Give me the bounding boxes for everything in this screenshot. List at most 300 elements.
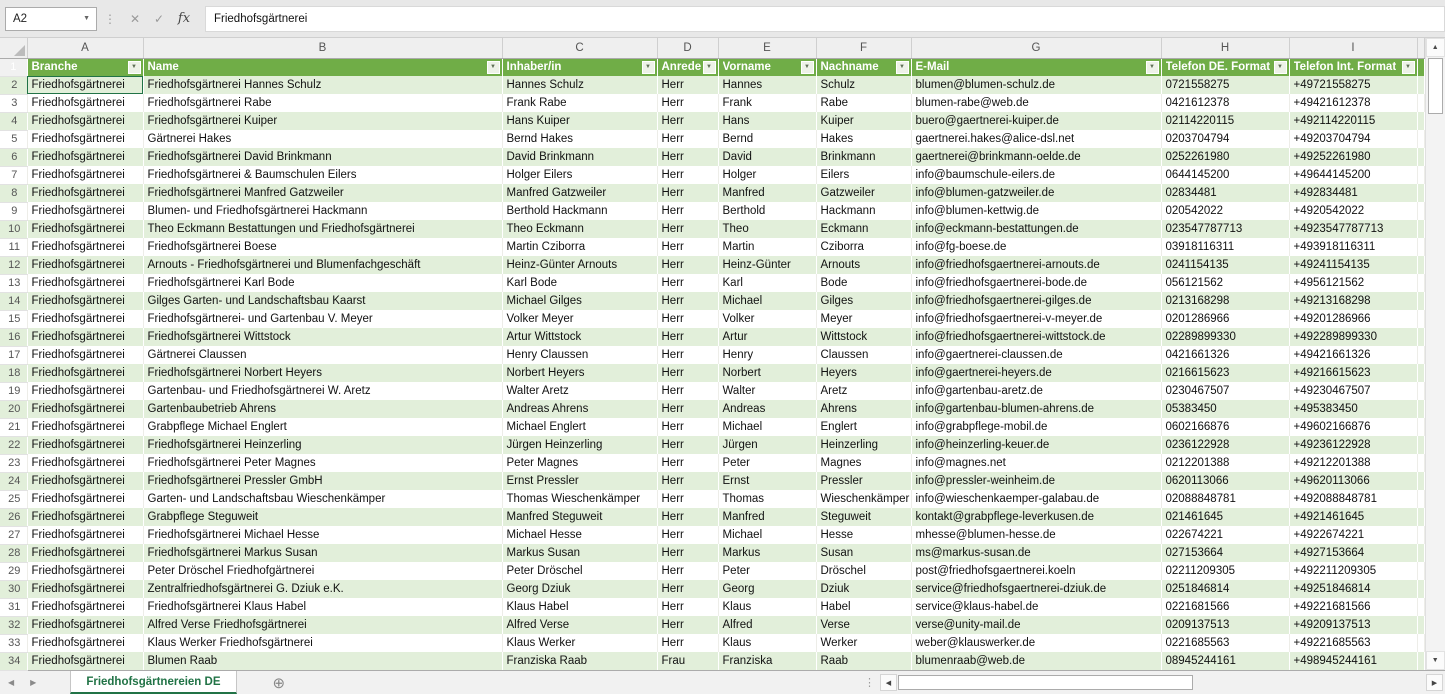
- cell-C30[interactable]: Georg Dziuk: [502, 580, 657, 598]
- cell-G2[interactable]: blumen@blumen-schulz.de: [911, 76, 1161, 94]
- filter-dropdown-icon[interactable]: ▼: [1274, 61, 1287, 74]
- cell-F16[interactable]: Wittstock: [816, 328, 911, 346]
- cell-G26[interactable]: kontakt@grabpflege-leverkusen.de: [911, 508, 1161, 526]
- cell-A20[interactable]: Friedhofsgärtnerei: [27, 400, 143, 418]
- cell-F13[interactable]: Bode: [816, 274, 911, 292]
- cell-G33[interactable]: weber@klauswerker.de: [911, 634, 1161, 652]
- row-number[interactable]: 20: [0, 400, 27, 418]
- cell-A7[interactable]: Friedhofsgärtnerei: [27, 166, 143, 184]
- cell-A28[interactable]: Friedhofsgärtnerei: [27, 544, 143, 562]
- vertical-scrollbar[interactable]: [1425, 38, 1445, 670]
- cell-B4[interactable]: Friedhofsgärtnerei Kuiper: [143, 112, 502, 130]
- scroll-up-icon[interactable]: ▲: [1426, 38, 1445, 57]
- row-number[interactable]: 26: [0, 508, 27, 526]
- cell-G22[interactable]: info@heinzerling-keuer.de: [911, 436, 1161, 454]
- cell-E30[interactable]: Georg: [718, 580, 816, 598]
- cell-B10[interactable]: Theo Eckmann Bestattungen und Friedhofsgärtnerei: [143, 220, 502, 238]
- cell-F25[interactable]: Wieschenkämper: [816, 490, 911, 508]
- cell-D24[interactable]: Herr: [657, 472, 718, 490]
- cell-H17[interactable]: 0421661326: [1161, 346, 1289, 364]
- cell-D17[interactable]: Herr: [657, 346, 718, 364]
- cell-B22[interactable]: Friedhofsgärtnerei Heinzerling: [143, 436, 502, 454]
- cell-G28[interactable]: ms@markus-susan.de: [911, 544, 1161, 562]
- cell-E34[interactable]: Franziska: [718, 652, 816, 670]
- cell-I18[interactable]: +49216615623: [1289, 364, 1417, 382]
- cell-B5[interactable]: Gärtnerei Hakes: [143, 130, 502, 148]
- row-number[interactable]: 16: [0, 328, 27, 346]
- filter-dropdown-icon[interactable]: ▼: [1146, 61, 1159, 74]
- cell-F14[interactable]: Gilges: [816, 292, 911, 310]
- cell-I25[interactable]: +492088848781: [1289, 490, 1417, 508]
- cell-F32[interactable]: Verse: [816, 616, 911, 634]
- cell-B25[interactable]: Garten- und Landschaftsbau Wieschenkämper: [143, 490, 502, 508]
- header-cell[interactable]: [911, 58, 1161, 76]
- cell-A15[interactable]: Friedhofsgärtnerei: [27, 310, 143, 328]
- cell-H16[interactable]: 02289899330: [1161, 328, 1289, 346]
- cell-H28[interactable]: 027153664: [1161, 544, 1289, 562]
- cell-G3[interactable]: blumen-rabe@web.de: [911, 94, 1161, 112]
- cell-D12[interactable]: Herr: [657, 256, 718, 274]
- cell-E26[interactable]: Manfred: [718, 508, 816, 526]
- cell-E19[interactable]: Walter: [718, 382, 816, 400]
- cell-G27[interactable]: mhesse@blumen-hesse.de: [911, 526, 1161, 544]
- horizontal-scroll-track[interactable]: [1194, 674, 1426, 691]
- cell-I19[interactable]: +49230467507: [1289, 382, 1417, 400]
- cell-I9[interactable]: +4920542022: [1289, 202, 1417, 220]
- cell-D4[interactable]: Herr: [657, 112, 718, 130]
- cell-E3[interactable]: Frank: [718, 94, 816, 112]
- cell-D20[interactable]: Herr: [657, 400, 718, 418]
- cell-I27[interactable]: +4922674221: [1289, 526, 1417, 544]
- cell-I30[interactable]: +49251846814: [1289, 580, 1417, 598]
- cell-F34[interactable]: Raab: [816, 652, 911, 670]
- cell-C20[interactable]: Andreas Ahrens: [502, 400, 657, 418]
- cell-H7[interactable]: 0644145200: [1161, 166, 1289, 184]
- cell-F15[interactable]: Meyer: [816, 310, 911, 328]
- cell-E25[interactable]: Thomas: [718, 490, 816, 508]
- cell-B2[interactable]: Friedhofsgärtnerei Hannes Schulz: [143, 76, 502, 94]
- cell-F6[interactable]: Brinkmann: [816, 148, 911, 166]
- cell-H18[interactable]: 0216615623: [1161, 364, 1289, 382]
- cell-A11[interactable]: Friedhofsgärtnerei: [27, 238, 143, 256]
- cell-A16[interactable]: Friedhofsgärtnerei: [27, 328, 143, 346]
- cell-H19[interactable]: 0230467507: [1161, 382, 1289, 400]
- cell-F5[interactable]: Hakes: [816, 130, 911, 148]
- cell-D19[interactable]: Herr: [657, 382, 718, 400]
- cell-B32[interactable]: Alfred Verse Friedhofsgärtnerei: [143, 616, 502, 634]
- cell-I22[interactable]: +49236122928: [1289, 436, 1417, 454]
- column-header-B[interactable]: B: [143, 38, 502, 58]
- cell-H32[interactable]: 0209137513: [1161, 616, 1289, 634]
- cell-G30[interactable]: service@friedhofsgaertnerei-dziuk.de: [911, 580, 1161, 598]
- cell-C18[interactable]: Norbert Heyers: [502, 364, 657, 382]
- vertical-scroll-thumb[interactable]: [1428, 58, 1444, 114]
- cell-I32[interactable]: +49209137513: [1289, 616, 1417, 634]
- filter-dropdown-icon[interactable]: ▼: [642, 61, 655, 74]
- cell-G12[interactable]: info@friedhofsgaertnerei-arnouts.de: [911, 256, 1161, 274]
- cell-B13[interactable]: Friedhofsgärtnerei Karl Bode: [143, 274, 502, 292]
- filter-dropdown-icon[interactable]: ▼: [801, 61, 814, 74]
- cell-F22[interactable]: Heinzerling: [816, 436, 911, 454]
- cell-C24[interactable]: Ernst Pressler: [502, 472, 657, 490]
- cell-H26[interactable]: 021461645: [1161, 508, 1289, 526]
- cell-H13[interactable]: 056121562: [1161, 274, 1289, 292]
- cell-H22[interactable]: 0236122928: [1161, 436, 1289, 454]
- cell-C33[interactable]: Klaus Werker: [502, 634, 657, 652]
- cell-C31[interactable]: Klaus Habel: [502, 598, 657, 616]
- cell-I4[interactable]: +492114220115: [1289, 112, 1417, 130]
- confirm-button[interactable]: ✓: [153, 11, 165, 26]
- name-box[interactable]: [5, 7, 97, 31]
- cell-I11[interactable]: +493918116311: [1289, 238, 1417, 256]
- cell-C8[interactable]: Manfred Gatzweiler: [502, 184, 657, 202]
- formula-input[interactable]: [205, 6, 1445, 32]
- cell-E10[interactable]: Theo: [718, 220, 816, 238]
- insert-function-button[interactable]: fx: [177, 11, 191, 26]
- cell-E16[interactable]: Artur: [718, 328, 816, 346]
- cell-D29[interactable]: Herr: [657, 562, 718, 580]
- cell-A30[interactable]: Friedhofsgärtnerei: [27, 580, 143, 598]
- cell-B16[interactable]: Friedhofsgärtnerei Wittstock: [143, 328, 502, 346]
- cell-H29[interactable]: 02211209305: [1161, 562, 1289, 580]
- cell-C25[interactable]: Thomas Wieschenkämper: [502, 490, 657, 508]
- row-number[interactable]: 30: [0, 580, 27, 598]
- cell-I3[interactable]: +49421612378: [1289, 94, 1417, 112]
- cell-H23[interactable]: 0212201388: [1161, 454, 1289, 472]
- cell-B21[interactable]: Grabpflege Michael Englert: [143, 418, 502, 436]
- vertical-scroll-track[interactable]: [1426, 115, 1445, 651]
- cell-B7[interactable]: Friedhofsgärtnerei & Baumschulen Eilers: [143, 166, 502, 184]
- cell-B26[interactable]: Grabpflege Steguweit: [143, 508, 502, 526]
- cell-C27[interactable]: Michael Hesse: [502, 526, 657, 544]
- cell-F30[interactable]: Dziuk: [816, 580, 911, 598]
- row-number[interactable]: 25: [0, 490, 27, 508]
- cell-C10[interactable]: Theo Eckmann: [502, 220, 657, 238]
- cell-H34[interactable]: 08945244161: [1161, 652, 1289, 670]
- cell-C12[interactable]: Heinz-Günter Arnouts: [502, 256, 657, 274]
- cell-I15[interactable]: +49201286966: [1289, 310, 1417, 328]
- cell-B8[interactable]: Friedhofsgärtnerei Manfred Gatzweiler: [143, 184, 502, 202]
- cell-H6[interactable]: 0252261980: [1161, 148, 1289, 166]
- cell-F7[interactable]: Eilers: [816, 166, 911, 184]
- cell-E6[interactable]: David: [718, 148, 816, 166]
- cell-D7[interactable]: Herr: [657, 166, 718, 184]
- cell-I14[interactable]: +49213168298: [1289, 292, 1417, 310]
- cancel-button[interactable]: ✕: [129, 11, 141, 26]
- cell-F20[interactable]: Ahrens: [816, 400, 911, 418]
- cell-G23[interactable]: info@magnes.net: [911, 454, 1161, 472]
- cell-F29[interactable]: Dröschel: [816, 562, 911, 580]
- cell-B30[interactable]: Zentralfriedhofsgärtnerei G. Dziuk e.K.: [143, 580, 502, 598]
- cell-H30[interactable]: 0251846814: [1161, 580, 1289, 598]
- tab-nav-right-icon[interactable]: ▶: [30, 678, 37, 687]
- row-number[interactable]: 6: [0, 148, 27, 166]
- cell-A26[interactable]: Friedhofsgärtnerei: [27, 508, 143, 526]
- cell-A22[interactable]: Friedhofsgärtnerei: [27, 436, 143, 454]
- header-cell[interactable]: [718, 58, 816, 76]
- scroll-left-icon[interactable]: ◀: [880, 674, 897, 691]
- row-number[interactable]: 28: [0, 544, 27, 562]
- cell-G24[interactable]: info@pressler-weinheim.de: [911, 472, 1161, 490]
- cell-I2[interactable]: +49721558275: [1289, 76, 1417, 94]
- cell-E4[interactable]: Hans: [718, 112, 816, 130]
- cell-E27[interactable]: Michael: [718, 526, 816, 544]
- cell-B9[interactable]: Blumen- und Friedhofsgärtnerei Hackmann: [143, 202, 502, 220]
- cell-E20[interactable]: Andreas: [718, 400, 816, 418]
- cell-H21[interactable]: 0602166876: [1161, 418, 1289, 436]
- cell-D15[interactable]: Herr: [657, 310, 718, 328]
- cell-A31[interactable]: Friedhofsgärtnerei: [27, 598, 143, 616]
- cell-H31[interactable]: 0221681566: [1161, 598, 1289, 616]
- cell-E24[interactable]: Ernst: [718, 472, 816, 490]
- cell-B14[interactable]: Gilges Garten- und Landschaftsbau Kaarst: [143, 292, 502, 310]
- row-number[interactable]: 34: [0, 652, 27, 670]
- cell-C29[interactable]: Peter Dröschel: [502, 562, 657, 580]
- cell-A21[interactable]: Friedhofsgärtnerei: [27, 418, 143, 436]
- cell-D2[interactable]: Herr: [657, 76, 718, 94]
- cell-H2[interactable]: 0721558275: [1161, 76, 1289, 94]
- cell-C5[interactable]: Bernd Hakes: [502, 130, 657, 148]
- cell-D25[interactable]: Herr: [657, 490, 718, 508]
- cell-B6[interactable]: Friedhofsgärtnerei David Brinkmann: [143, 148, 502, 166]
- cell-C32[interactable]: Alfred Verse: [502, 616, 657, 634]
- cell-A3[interactable]: Friedhofsgärtnerei: [27, 94, 143, 112]
- cell-F19[interactable]: Aretz: [816, 382, 911, 400]
- row-number[interactable]: 33: [0, 634, 27, 652]
- cell-E2[interactable]: Hannes: [718, 76, 816, 94]
- cell-E5[interactable]: Bernd: [718, 130, 816, 148]
- column-header-I[interactable]: I: [1289, 38, 1417, 58]
- cell-F31[interactable]: Habel: [816, 598, 911, 616]
- scroll-right-icon[interactable]: ▶: [1426, 674, 1443, 691]
- cell-A29[interactable]: Friedhofsgärtnerei: [27, 562, 143, 580]
- cell-G20[interactable]: info@gartenbau-blumen-ahrens.de: [911, 400, 1161, 418]
- cell-A32[interactable]: Friedhofsgärtnerei: [27, 616, 143, 634]
- cell-D30[interactable]: Herr: [657, 580, 718, 598]
- scroll-down-icon[interactable]: ▼: [1426, 651, 1445, 670]
- cell-F27[interactable]: Hesse: [816, 526, 911, 544]
- cell-D16[interactable]: Herr: [657, 328, 718, 346]
- cell-C17[interactable]: Henry Claussen: [502, 346, 657, 364]
- cell-C23[interactable]: Peter Magnes: [502, 454, 657, 472]
- row-number[interactable]: 22: [0, 436, 27, 454]
- cell-G10[interactable]: info@eckmann-bestattungen.de: [911, 220, 1161, 238]
- cell-C34[interactable]: Franziska Raab: [502, 652, 657, 670]
- filter-dropdown-icon[interactable]: ▼: [487, 61, 500, 74]
- select-all-corner[interactable]: [0, 38, 27, 58]
- cell-F24[interactable]: Pressler: [816, 472, 911, 490]
- cell-D10[interactable]: Herr: [657, 220, 718, 238]
- cell-F4[interactable]: Kuiper: [816, 112, 911, 130]
- row-number[interactable]: 17: [0, 346, 27, 364]
- cell-D31[interactable]: Herr: [657, 598, 718, 616]
- cell-H8[interactable]: 02834481: [1161, 184, 1289, 202]
- cell-G31[interactable]: service@klaus-habel.de: [911, 598, 1161, 616]
- cell-D3[interactable]: Herr: [657, 94, 718, 112]
- cell-B23[interactable]: Friedhofsgärtnerei Peter Magnes: [143, 454, 502, 472]
- cell-E9[interactable]: Berthold: [718, 202, 816, 220]
- row-number[interactable]: 15: [0, 310, 27, 328]
- cell-F11[interactable]: Cziborra: [816, 238, 911, 256]
- cell-A14[interactable]: Friedhofsgärtnerei: [27, 292, 143, 310]
- filter-dropdown-icon[interactable]: ▼: [703, 61, 716, 74]
- cell-D33[interactable]: Herr: [657, 634, 718, 652]
- cell-B20[interactable]: Gartenbaubetrieb Ahrens: [143, 400, 502, 418]
- cell-E22[interactable]: Jürgen: [718, 436, 816, 454]
- cell-G4[interactable]: buero@gaertnerei-kuiper.de: [911, 112, 1161, 130]
- cell-B18[interactable]: Friedhofsgärtnerei Norbert Heyers: [143, 364, 502, 382]
- cell-G25[interactable]: info@wieschenkaemper-galabau.de: [911, 490, 1161, 508]
- cell-B3[interactable]: Friedhofsgärtnerei Rabe: [143, 94, 502, 112]
- cell-C15[interactable]: Volker Meyer: [502, 310, 657, 328]
- row-number[interactable]: 29: [0, 562, 27, 580]
- cell-F9[interactable]: Hackmann: [816, 202, 911, 220]
- cell-F26[interactable]: Steguweit: [816, 508, 911, 526]
- cell-G15[interactable]: info@friedhofsgaertnerei-v-meyer.de: [911, 310, 1161, 328]
- row-number[interactable]: 4: [0, 112, 27, 130]
- cell-C13[interactable]: Karl Bode: [502, 274, 657, 292]
- cell-A13[interactable]: Friedhofsgärtnerei: [27, 274, 143, 292]
- cell-D34[interactable]: Frau: [657, 652, 718, 670]
- cell-C21[interactable]: Michael Englert: [502, 418, 657, 436]
- filter-dropdown-icon[interactable]: ▼: [1402, 61, 1415, 74]
- cell-H3[interactable]: 0421612378: [1161, 94, 1289, 112]
- cell-F2[interactable]: Schulz: [816, 76, 911, 94]
- cell-G14[interactable]: info@friedhofsgaertnerei-gilges.de: [911, 292, 1161, 310]
- cell-C4[interactable]: Hans Kuiper: [502, 112, 657, 130]
- cell-G18[interactable]: info@gaertnerei-heyers.de: [911, 364, 1161, 382]
- cell-H10[interactable]: 023547787713: [1161, 220, 1289, 238]
- column-header-G[interactable]: G: [911, 38, 1161, 58]
- cell-G34[interactable]: blumenraab@web.de: [911, 652, 1161, 670]
- header-cell[interactable]: [143, 58, 502, 76]
- header-cell[interactable]: [1289, 58, 1417, 76]
- cell-I29[interactable]: +492211209305: [1289, 562, 1417, 580]
- cell-I8[interactable]: +492834481: [1289, 184, 1417, 202]
- cell-B31[interactable]: Friedhofsgärtnerei Klaus Habel: [143, 598, 502, 616]
- cell-I6[interactable]: +49252261980: [1289, 148, 1417, 166]
- cell-G21[interactable]: info@grabpflege-mobil.de: [911, 418, 1161, 436]
- cell-B11[interactable]: Friedhofsgärtnerei Boese: [143, 238, 502, 256]
- cell-C16[interactable]: Artur Wittstock: [502, 328, 657, 346]
- row-number[interactable]: 13: [0, 274, 27, 292]
- row-number[interactable]: 18: [0, 364, 27, 382]
- cell-A5[interactable]: Friedhofsgärtnerei: [27, 130, 143, 148]
- cell-A10[interactable]: Friedhofsgärtnerei: [27, 220, 143, 238]
- row-number[interactable]: 24: [0, 472, 27, 490]
- cell-A12[interactable]: Friedhofsgärtnerei: [27, 256, 143, 274]
- cell-D27[interactable]: Herr: [657, 526, 718, 544]
- cell-E7[interactable]: Holger: [718, 166, 816, 184]
- cell-E14[interactable]: Michael: [718, 292, 816, 310]
- row-number[interactable]: 2: [0, 76, 27, 94]
- cell-C28[interactable]: Markus Susan: [502, 544, 657, 562]
- cell-G9[interactable]: info@blumen-kettwig.de: [911, 202, 1161, 220]
- cell-I7[interactable]: +49644145200: [1289, 166, 1417, 184]
- cell-F23[interactable]: Magnes: [816, 454, 911, 472]
- cell-A8[interactable]: Friedhofsgärtnerei: [27, 184, 143, 202]
- cell-C9[interactable]: Berthold Hackmann: [502, 202, 657, 220]
- horizontal-scroll-thumb[interactable]: [898, 675, 1193, 690]
- row-number[interactable]: 10: [0, 220, 27, 238]
- header-cell[interactable]: [27, 58, 143, 76]
- header-cell[interactable]: [816, 58, 911, 76]
- cell-B27[interactable]: Friedhofsgärtnerei Michael Hesse: [143, 526, 502, 544]
- cell-D26[interactable]: Herr: [657, 508, 718, 526]
- cell-C7[interactable]: Holger Eilers: [502, 166, 657, 184]
- cell-A6[interactable]: Friedhofsgärtnerei: [27, 148, 143, 166]
- cell-I21[interactable]: +49602166876: [1289, 418, 1417, 436]
- cell-G7[interactable]: info@baumschule-eilers.de: [911, 166, 1161, 184]
- cell-F18[interactable]: Heyers: [816, 364, 911, 382]
- cell-E23[interactable]: Peter: [718, 454, 816, 472]
- cell-F8[interactable]: Gatzweiler: [816, 184, 911, 202]
- cell-G8[interactable]: info@blumen-gatzweiler.de: [911, 184, 1161, 202]
- cell-A18[interactable]: Friedhofsgärtnerei: [27, 364, 143, 382]
- cell-H25[interactable]: 02088848781: [1161, 490, 1289, 508]
- column-header-H[interactable]: H: [1161, 38, 1289, 58]
- cell-D14[interactable]: Herr: [657, 292, 718, 310]
- cell-C11[interactable]: Martin Cziborra: [502, 238, 657, 256]
- cell-C19[interactable]: Walter Aretz: [502, 382, 657, 400]
- horizontal-scrollbar[interactable]: [864, 671, 1445, 694]
- cell-B33[interactable]: Klaus Werker Friedhofsgärtnerei: [143, 634, 502, 652]
- cell-H5[interactable]: 0203704794: [1161, 130, 1289, 148]
- filter-dropdown-icon[interactable]: ▼: [896, 61, 909, 74]
- cell-H24[interactable]: 0620113066: [1161, 472, 1289, 490]
- cell-G13[interactable]: info@friedhofsgaertnerei-bode.de: [911, 274, 1161, 292]
- cell-E17[interactable]: Henry: [718, 346, 816, 364]
- row-number[interactable]: 12: [0, 256, 27, 274]
- cell-C2[interactable]: Hannes Schulz: [502, 76, 657, 94]
- cell-A19[interactable]: Friedhofsgärtnerei: [27, 382, 143, 400]
- cell-I31[interactable]: +49221681566: [1289, 598, 1417, 616]
- cell-D13[interactable]: Herr: [657, 274, 718, 292]
- row-number[interactable]: 7: [0, 166, 27, 184]
- header-cell[interactable]: [657, 58, 718, 76]
- row-number[interactable]: 5: [0, 130, 27, 148]
- cell-E15[interactable]: Volker: [718, 310, 816, 328]
- cell-A27[interactable]: Friedhofsgärtnerei: [27, 526, 143, 544]
- cell-D21[interactable]: Herr: [657, 418, 718, 436]
- cell-A2[interactable]: Friedhofsgärtnerei: [27, 76, 143, 94]
- cell-E28[interactable]: Markus: [718, 544, 816, 562]
- cell-B24[interactable]: Friedhofsgärtnerei Pressler GmbH: [143, 472, 502, 490]
- column-header-C[interactable]: C: [502, 38, 657, 58]
- filter-dropdown-icon[interactable]: ▼: [128, 61, 141, 74]
- cell-I26[interactable]: +4921461645: [1289, 508, 1417, 526]
- row-number[interactable]: 21: [0, 418, 27, 436]
- row-number[interactable]: 32: [0, 616, 27, 634]
- cell-E18[interactable]: Norbert: [718, 364, 816, 382]
- cell-D32[interactable]: Herr: [657, 616, 718, 634]
- cell-G19[interactable]: info@gartenbau-aretz.de: [911, 382, 1161, 400]
- cell-H12[interactable]: 0241154135: [1161, 256, 1289, 274]
- cell-G16[interactable]: info@friedhofsgaertnerei-wittstock.de: [911, 328, 1161, 346]
- row-number[interactable]: 27: [0, 526, 27, 544]
- cell-A9[interactable]: Friedhofsgärtnerei: [27, 202, 143, 220]
- cell-I20[interactable]: +495383450: [1289, 400, 1417, 418]
- header-cell[interactable]: [1161, 58, 1289, 76]
- cell-D22[interactable]: Herr: [657, 436, 718, 454]
- cell-F33[interactable]: Werker: [816, 634, 911, 652]
- cell-D18[interactable]: Herr: [657, 364, 718, 382]
- column-header-E[interactable]: E: [718, 38, 816, 58]
- cell-F10[interactable]: Eckmann: [816, 220, 911, 238]
- row-number[interactable]: 19: [0, 382, 27, 400]
- cell-D11[interactable]: Herr: [657, 238, 718, 256]
- cell-A23[interactable]: Friedhofsgärtnerei: [27, 454, 143, 472]
